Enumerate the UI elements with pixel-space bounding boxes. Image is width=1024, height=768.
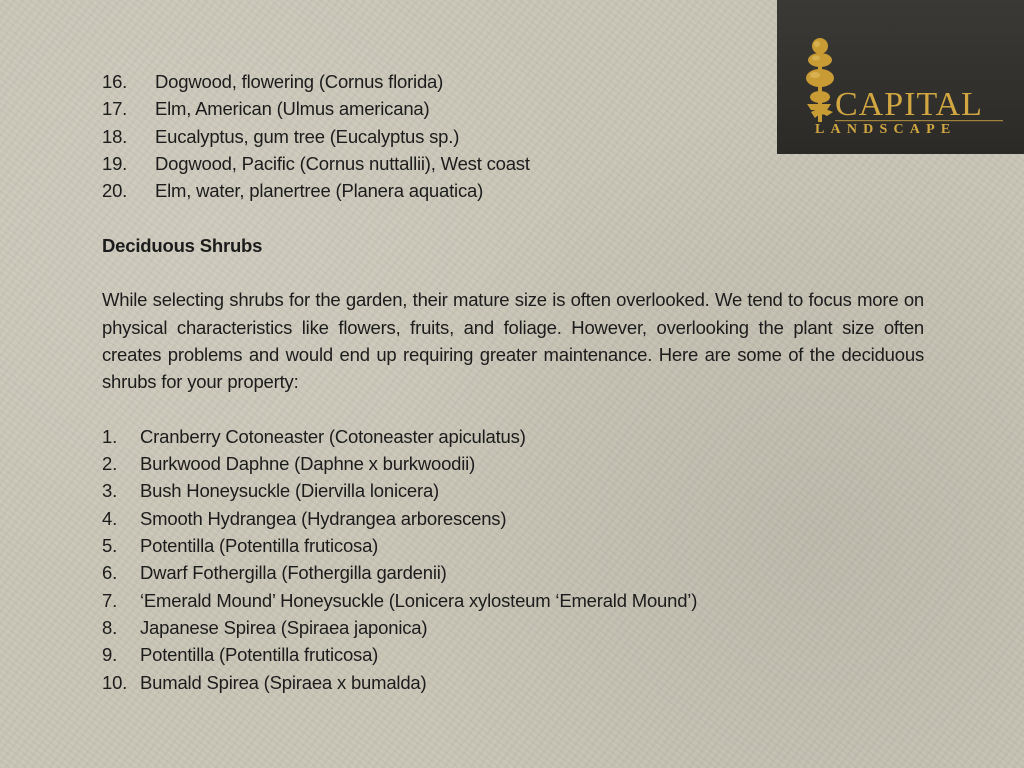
list-number: 2.	[102, 453, 118, 475]
list-item	[102, 559, 924, 586]
list-text: Potentilla (Potentilla fruticosa)	[140, 535, 379, 557]
company-logo	[777, 0, 1024, 154]
list-number: 18.	[102, 125, 128, 147]
list-text: Dwarf Fothergilla (Fothergilla gardenii)	[140, 562, 447, 584]
logo-wordmark-top: CAPITAL	[835, 86, 983, 123]
list-number: 6.	[102, 562, 118, 584]
list-number: 20.	[102, 180, 128, 202]
list-number: 3.	[102, 480, 118, 502]
list-text: Dogwood, flowering (Cornus florida)	[155, 71, 444, 92]
list-item	[102, 177, 924, 204]
list-number: 8.	[102, 616, 118, 638]
list-text: Japanese Spirea (Spiraea japonica)	[140, 616, 428, 638]
list-number: 19.	[102, 152, 128, 174]
shrub-list	[102, 423, 924, 696]
list-text: Bumald Spirea (Spiraea x bumalda)	[140, 671, 427, 693]
logo-wordmark-bottom: LANDSCAPE	[815, 122, 957, 137]
list-text: Smooth Hydrangea (Hydrangea arborescens)	[140, 507, 507, 529]
list-number: 5.	[102, 535, 118, 557]
list-item	[102, 505, 924, 532]
list-item	[102, 423, 924, 450]
list-text: Bush Honeysuckle (Diervilla lonicera)	[140, 480, 439, 502]
list-item	[102, 532, 924, 559]
intro-paragraph: While selecting shrubs for the garden, their mature size is often overlooked. We tend to focus more on physical characteristics like flowers, fruits, and foliage. However, overlooking the plant size often creates problems and would end up requiring greater maintenance. Here are some of the deciduous shrubs for your property:	[102, 289, 924, 393]
list-item	[102, 477, 924, 504]
list-text: ‘Emerald Mound’ Honeysuckle (Lonicera xylosteum ‘Emerald Mound’)	[140, 589, 698, 611]
list-text: Eucalyptus, gum tree (Eucalyptus sp.)	[155, 125, 460, 147]
section-heading: Deciduous Shrubs	[102, 234, 263, 256]
list-text: Potentilla (Potentilla fruticosa)	[140, 644, 379, 666]
slide-content	[102, 68, 924, 696]
list-text: Cranberry Cotoneaster (Cotoneaster apiculatus)	[140, 425, 526, 447]
spacer	[102, 259, 924, 286]
list-item	[102, 450, 924, 477]
list-number: 17.	[102, 98, 128, 120]
list-number: 4.	[102, 507, 118, 529]
list-text: Elm, water, planertree (Planera aquatica)	[155, 180, 484, 202]
list-item	[102, 641, 924, 668]
list-number: 7.	[102, 589, 118, 611]
list-number: 1.	[102, 425, 118, 447]
list-text: Burkwood Daphne (Daphne x burkwoodii)	[140, 453, 476, 475]
list-number: 10.	[102, 671, 128, 693]
spacer	[102, 204, 924, 231]
list-number: 9.	[102, 644, 118, 666]
list-item	[102, 669, 924, 696]
list-text: Dogwood, Pacific (Cornus nuttallii), West coast	[155, 152, 530, 174]
list-item	[102, 587, 924, 614]
spacer	[102, 396, 924, 423]
list-number: 16.	[102, 71, 128, 92]
list-item	[102, 614, 924, 641]
list-text: Elm, American (Ulmus americana)	[155, 98, 430, 120]
